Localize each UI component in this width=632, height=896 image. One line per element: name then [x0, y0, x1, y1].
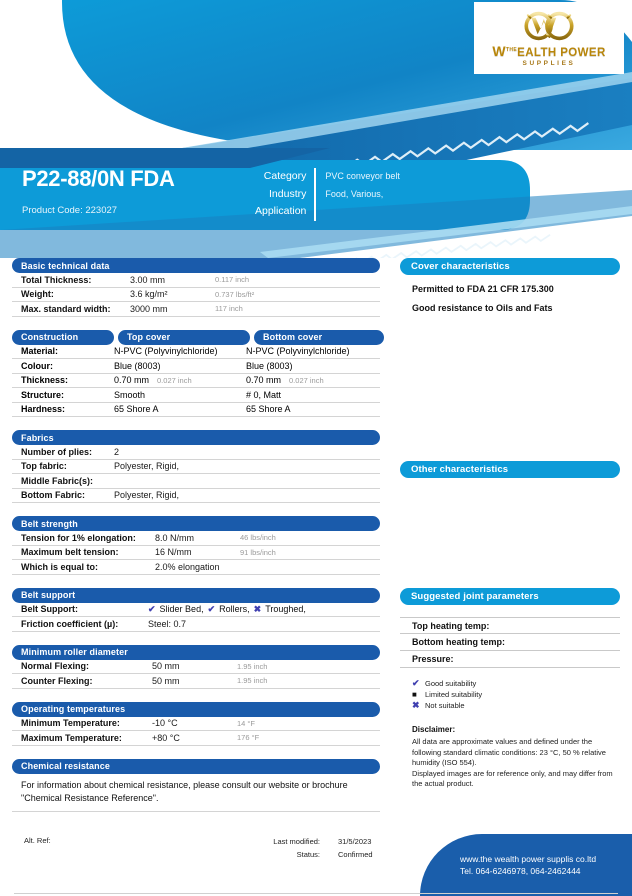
- table-row: [12, 603, 380, 618]
- row-label: Counter Flexing:: [21, 675, 93, 686]
- row-value-top: Smooth: [114, 389, 146, 400]
- left-column: [12, 258, 380, 825]
- construction-headers: [12, 330, 380, 345]
- joint-row-bottom-heating: Bottom heating temp:: [400, 634, 620, 651]
- section-cover-characteristics: [400, 258, 620, 313]
- legend-label: Not suitable: [425, 701, 465, 710]
- section-title-belt-support: Belt support: [12, 588, 380, 603]
- row-label: Max. standard width:: [21, 303, 111, 314]
- last-modified-label: Last modified:: [273, 837, 320, 846]
- support-option-troughed: Troughed,: [265, 604, 306, 615]
- legend-item: [412, 678, 620, 689]
- section-title-roller: Minimum roller diameter: [12, 645, 380, 660]
- section-title-temperatures: Operating temperatures: [12, 702, 380, 717]
- row-value-bottom: N-PVC (Polyvinylchloride): [246, 346, 350, 357]
- column-header-bottom-cover: Bottom cover: [254, 330, 384, 345]
- right-column: [400, 258, 620, 790]
- row-value: 2.0% elongation: [155, 561, 220, 572]
- row-alt-value: 46 lbs/inch: [240, 533, 276, 543]
- row-label: Hardness:: [21, 404, 66, 415]
- table-row: [12, 731, 380, 746]
- cross-icon: ✖: [253, 603, 262, 614]
- status-value: Confirmed: [338, 850, 373, 859]
- row-value: 16 N/mm: [155, 547, 192, 558]
- row-value-bottom: # 0, Matt: [246, 389, 282, 400]
- document-status-block: [240, 835, 373, 861]
- legend-item: [412, 689, 620, 700]
- row-alt-value: 117 inch: [215, 304, 243, 314]
- product-code: Product Code: 223027: [22, 205, 118, 216]
- disclaimer-block: [412, 725, 618, 790]
- header-banner: [0, 0, 632, 258]
- row-label: Middle Fabric(s):: [21, 475, 94, 486]
- row-label: Total Thickness:: [21, 274, 92, 285]
- section-chemical-resistance: [12, 759, 380, 812]
- table-row: [12, 403, 380, 418]
- section-belt-strength: [12, 516, 380, 575]
- table-row: [12, 374, 380, 389]
- row-alt-value: 0.737 lbs/ft²: [215, 289, 255, 299]
- logo-the: THE: [505, 46, 518, 53]
- logo-main-text: EALTH POWER: [517, 46, 606, 59]
- row-value: Steel: 0.7: [148, 618, 187, 629]
- table-row: [12, 460, 380, 475]
- logo-w-letter: W: [492, 42, 506, 59]
- table-row: [12, 489, 380, 504]
- table-row: [12, 302, 380, 317]
- row-label: Normal Flexing:: [21, 661, 90, 672]
- legend-label: Good suitability: [425, 679, 477, 688]
- legend-label: Limited suitability: [425, 690, 483, 699]
- disclaimer-title: Disclaimer:: [412, 725, 456, 734]
- row-label: Structure:: [21, 389, 65, 400]
- check-icon: ✔: [148, 603, 156, 614]
- section-title-basic: Basic technical data: [12, 258, 380, 273]
- check-icon: ✔: [412, 678, 420, 688]
- alt-ref-label: Alt. Ref:: [24, 836, 51, 845]
- suitability-legend: [412, 678, 620, 711]
- row-value: 3.00 mm: [130, 274, 166, 285]
- row-label: Maximum Temperature:: [21, 732, 122, 743]
- meta-value-column: [316, 168, 400, 221]
- row-value: +80 °C: [152, 732, 180, 743]
- row-value-bottom: 0.70 mm: [246, 375, 282, 386]
- section-title-fabrics: Fabrics: [12, 430, 380, 445]
- row-alt-top: 0.027 inch: [157, 376, 192, 386]
- row-alt-value: 0.117 inch: [215, 275, 250, 285]
- row-value-top: 65 Shore A: [114, 404, 159, 415]
- row-label: Material:: [21, 346, 59, 357]
- row-value-top: 0.70 mm: [114, 375, 150, 386]
- section-title-chemical: Chemical resistance: [12, 759, 380, 774]
- table-row: [12, 717, 380, 732]
- section-title-joint-parameters: Suggested joint parameters: [400, 588, 620, 605]
- row-value-bottom: 65 Shore A: [246, 404, 291, 415]
- row-value: 3000 mm: [130, 303, 168, 314]
- row-value: 2: [114, 446, 120, 457]
- meta-label-industry: Industry: [269, 187, 307, 200]
- row-value: Polyester, Rigid,: [114, 461, 180, 472]
- table-row: [12, 288, 380, 303]
- row-value: 3.6 kg/m²: [130, 289, 168, 300]
- table-row: [12, 474, 380, 489]
- row-alt-value: 14 °F: [237, 718, 256, 728]
- disclaimer-line-1: All data are approximate values and defined under the following standard climatic conditions: 23 °C, 50 % relative humidity (ISO 554).: [412, 737, 606, 767]
- row-alt-value: 1.95 inch: [237, 676, 268, 686]
- row-value: Polyester, Rigid,: [114, 490, 180, 501]
- section-fabrics: [12, 430, 380, 503]
- row-label: Colour:: [21, 360, 53, 371]
- table-row: [12, 345, 380, 360]
- status-values: [320, 835, 373, 861]
- row-alt-value: 176 °F: [237, 733, 260, 743]
- joint-row-top-heating: Top heating temp:: [400, 617, 620, 634]
- page-footer: [0, 826, 632, 896]
- cross-icon: ✖: [412, 700, 420, 710]
- row-alt-value: 1.95 inch: [237, 661, 268, 671]
- section-title-construction: Construction: [12, 330, 114, 345]
- company-telephone: Tel. 064-6246978, 064-2462444: [460, 866, 581, 876]
- row-label: Friction coefficient (µ):: [21, 618, 119, 629]
- row-value-top: Blue (8003): [114, 360, 161, 371]
- table-row: [12, 546, 380, 561]
- cover-characteristic-item: Good resistance to Oils and Fats: [412, 303, 553, 313]
- section-other-characteristics: [400, 461, 620, 478]
- row-label: Bottom Fabric:: [21, 490, 85, 501]
- meta-label-application: Application: [255, 205, 307, 217]
- table-row: [12, 617, 380, 632]
- table-row: [12, 660, 380, 675]
- table-row: [12, 445, 380, 460]
- section-basic-technical-data: [12, 258, 380, 317]
- logo-subtitle: SUPPLIES: [522, 60, 576, 68]
- column-header-top-cover: Top cover: [118, 330, 250, 345]
- section-title-cover-characteristics: Cover characteristics: [400, 258, 620, 275]
- row-label: Maximum belt tension:: [21, 547, 119, 558]
- row-label: Weight:: [21, 289, 54, 300]
- section-operating-temperatures: [12, 702, 380, 746]
- company-website: www.the wealth power supplis co.ltd: [460, 854, 597, 864]
- row-label: Belt Support:: [21, 604, 78, 615]
- table-row: [12, 560, 380, 575]
- status-labels: [240, 835, 320, 861]
- meta-value-application: [325, 203, 400, 221]
- row-value: -10 °C: [152, 718, 178, 729]
- row-label: Thickness:: [21, 375, 69, 386]
- row-label: Number of plies:: [21, 446, 93, 457]
- product-title-block: [22, 166, 175, 216]
- row-value: 50 mm: [152, 675, 180, 686]
- row-label: Tension for 1% elongation:: [21, 532, 136, 543]
- meta-value-industry: Food, Various,: [325, 188, 384, 199]
- row-label: Minimum Temperature:: [21, 718, 120, 729]
- cover-characteristic-item: Permitted to FDA 21 CFR 175.300: [412, 284, 554, 294]
- status-label: Status:: [296, 850, 320, 859]
- square-icon: ■: [412, 690, 417, 699]
- row-alt-bottom: 0.027 inch: [289, 376, 324, 386]
- section-title-belt-strength: Belt strength: [12, 516, 380, 531]
- spacer: [400, 313, 620, 461]
- wealth-power-gear-w-icon: [518, 9, 580, 43]
- last-modified-value: 31/5/2023: [338, 837, 372, 846]
- legend-item: [412, 700, 620, 711]
- table-row: [12, 359, 380, 374]
- row-value: 50 mm: [152, 661, 180, 672]
- logo-wordmark: [492, 44, 605, 60]
- section-belt-support: [12, 588, 380, 632]
- joint-row-pressure: Pressure:: [400, 651, 620, 668]
- meta-label-column: [255, 168, 316, 221]
- meta-value-category: PVC conveyor belt: [325, 171, 400, 181]
- check-icon: ✔: [207, 603, 216, 614]
- product-meta: [255, 168, 400, 221]
- row-value-bottom: Blue (8003): [246, 360, 293, 371]
- row-value: 8.0 N/mm: [155, 532, 195, 543]
- row-label: Top fabric:: [21, 461, 67, 472]
- section-suggested-joint-parameters: [400, 588, 620, 668]
- company-contact-block: [420, 834, 632, 896]
- company-logo: [474, 2, 624, 74]
- disclaimer-line-2: Displayed images are for reference only, and may differ from the actual product.: [412, 768, 613, 788]
- page-title: P22-88/0N FDA: [22, 166, 175, 191]
- row-value-top: N-PVC (Polyvinylchloride): [114, 346, 218, 357]
- chemical-resistance-text: For information about chemical resistance, please consult our website or brochure "Chemical Resistance Reference".: [12, 774, 380, 812]
- section-construction: [12, 330, 380, 418]
- footer-divider: [14, 893, 618, 894]
- table-row: [12, 388, 380, 403]
- support-option-rollers: Rollers,: [219, 604, 250, 615]
- table-row: [12, 273, 380, 288]
- row-label: Which is equal to:: [21, 561, 99, 572]
- section-minimum-roller-diameter: [12, 645, 380, 689]
- table-row: [12, 531, 380, 546]
- joint-parameter-rows: [400, 617, 620, 668]
- row-alt-value: 91 lbs/inch: [240, 547, 276, 557]
- table-row: [12, 674, 380, 689]
- spacer: [400, 478, 620, 588]
- support-option-slider-bed: Slider Bed,: [159, 604, 204, 615]
- section-title-other-characteristics: Other characteristics: [400, 461, 620, 478]
- meta-label-category: Category: [263, 170, 307, 182]
